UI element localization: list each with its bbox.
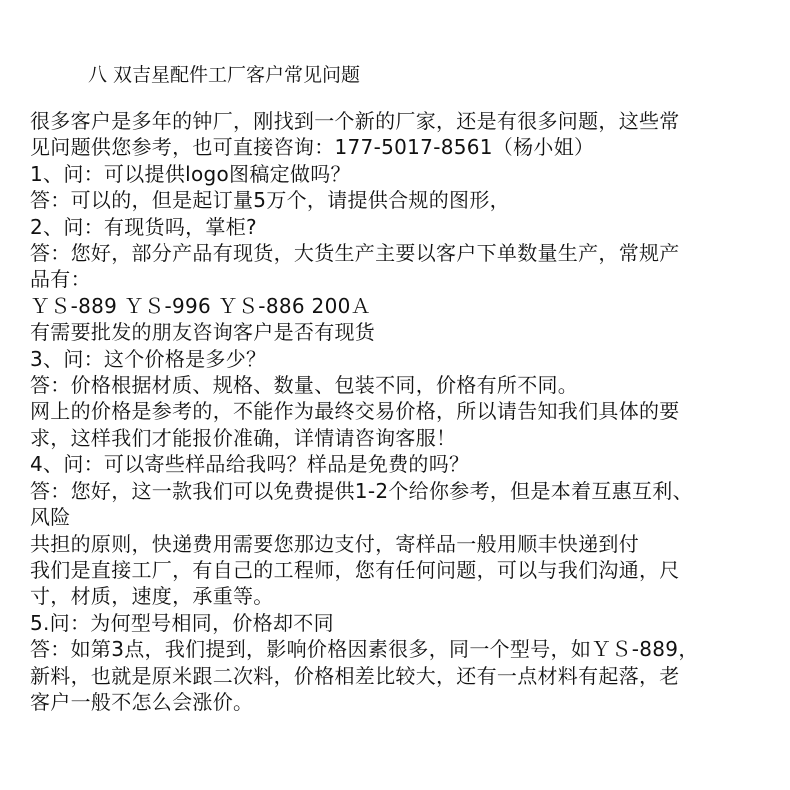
answer-2-line-4: 有需要批发的朋友咨询客户是否有现货 <box>30 320 376 345</box>
answer-4-line-2: 风险 <box>30 505 71 530</box>
answer-5-line-1: 答：如第3点，我们提到，影响价格因素很多，同一个型号，如ＹＳ-889， <box>30 637 699 662</box>
answer-4-line-5: 寸，材质，速度，承重等。 <box>30 584 274 609</box>
answer-1: 答：可以的，但是起订量5万个，请提供合规的图形， <box>30 188 510 213</box>
answer-2-line-2: 品有： <box>30 267 91 292</box>
answer-2-line-1: 答：您好，部分产品有现货，大货生产主要以客户下单数量生产，常规产 <box>30 241 680 266</box>
intro-line-1: 很多客户是多年的钟厂，刚找到一个新的厂家，还是有很多问题，这些常 <box>30 109 680 133</box>
answer-3-line-3: 求，这样我们才能报价准确，详情请咨询客服！ <box>30 425 457 450</box>
answer-3-line-2: 网上的价格是参考的，不能作为最终交易价格，所以请告知我们具体的要 <box>30 399 680 424</box>
question-3: 3、问：这个价格是多少？ <box>30 346 267 371</box>
answer-4-line-3: 共担的原则，快递费用需要您那边支付，寄样品一般用顺丰快递到付 <box>30 531 639 556</box>
answer-3-line-1: 答：价格根据材质、规格、数量、包装不同，价格有所不同。 <box>30 373 579 398</box>
question-4: 4、问：可以寄些样品给我吗？样品是免费的吗？ <box>30 452 470 477</box>
answer-5-line-2: 新料，也就是原米跟二次料，价格相差比较大，还有一点材料有起落，老 <box>30 663 680 688</box>
document-title: 八 双吉星配件工厂客户常见问题 <box>88 64 361 86</box>
answer-2-models: ＹＳ-889 ＹＳ-996 ＹＳ-886 200Ａ <box>30 293 371 318</box>
faq-body <box>30 108 775 715</box>
intro-line-2: 见问题供您参考，也可直接咨询：177-5017-8561（杨小姐） <box>30 135 595 160</box>
question-2: 2、问：有现货吗，掌柜? <box>30 214 257 239</box>
answer-4-line-4: 我们是直接工厂，有自己的工程师，您有任何问题，可以与我们沟通，尺 <box>30 557 680 582</box>
question-1: 1、问：可以提供logo图稿定做吗？ <box>30 161 351 186</box>
answer-4-line-1: 答：您好，这一款我们可以免费提供1-2个给你参考，但是本着互惠互利、 <box>30 478 693 503</box>
question-5: 5.问：为何型号相同，价格却不同 <box>30 610 334 635</box>
answer-5-line-3: 客户一般不怎么会涨价。 <box>30 689 254 714</box>
